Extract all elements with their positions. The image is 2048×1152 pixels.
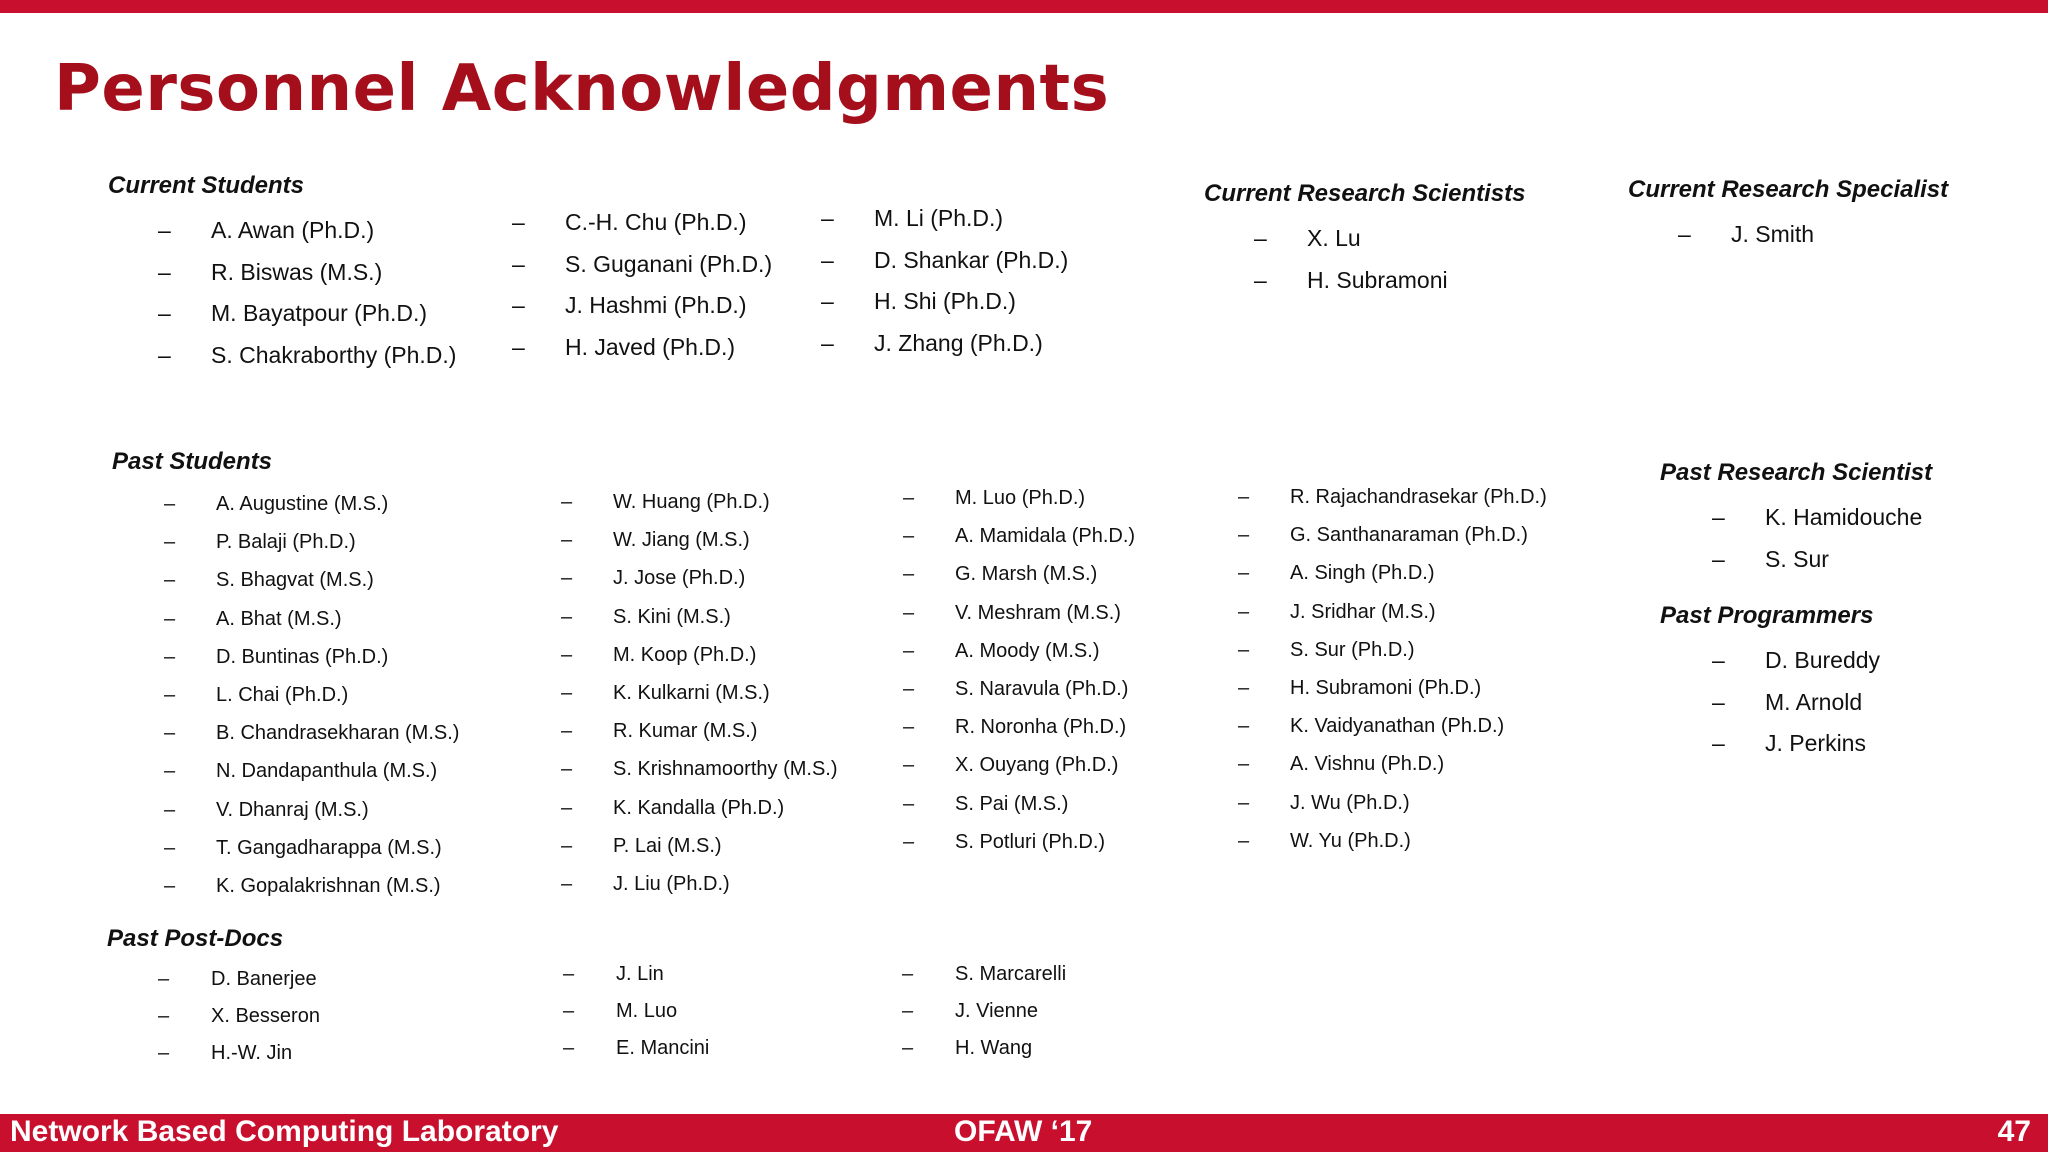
- dash-bullet: –: [512, 209, 525, 235]
- dash-bullet: –: [903, 792, 915, 815]
- person-name: H. Wang: [955, 1037, 1033, 1059]
- dash-bullet: –: [512, 292, 525, 318]
- dash-bullet: –: [158, 1005, 170, 1027]
- dash-bullet: –: [158, 1042, 170, 1064]
- dash-bullet: –: [1254, 225, 1267, 251]
- person-name: S. Guganani (Ph.D.): [565, 250, 773, 277]
- dash-bullet: –: [164, 569, 176, 592]
- person-name: W. Yu (Ph.D.): [1290, 829, 1411, 852]
- person-name: K. Kandalla (Ph.D.): [613, 796, 785, 819]
- person-name: M. Li (Ph.D.): [874, 205, 1004, 231]
- person-name: K. Vaidyanathan (Ph.D.): [1290, 715, 1505, 738]
- dash-bullet: –: [902, 1000, 914, 1022]
- dash-bullet: –: [1238, 562, 1250, 585]
- dash-bullet: –: [158, 341, 171, 368]
- person-name: A. Augustine (M.S.): [216, 493, 389, 515]
- person-name: K. Hamidouche: [1765, 504, 1923, 530]
- dash-bullet: –: [821, 246, 834, 273]
- dash-bullet: –: [1238, 600, 1250, 623]
- dash-bullet: –: [158, 217, 171, 243]
- dash-bullet: –: [1678, 221, 1691, 247]
- dash-bullet: –: [1238, 638, 1250, 661]
- person-name: J. Lin: [616, 963, 664, 985]
- dash-bullet: –: [903, 677, 915, 700]
- person-name: R. Kumar (M.S.): [613, 720, 758, 743]
- dash-bullet: –: [1712, 545, 1725, 572]
- dash-bullet: –: [164, 493, 176, 515]
- dash-bullet: –: [1238, 829, 1250, 852]
- person-name: V. Dhanraj (M.S.): [216, 798, 369, 821]
- dash-bullet: –: [1238, 791, 1250, 814]
- dash-bullet: –: [1238, 524, 1250, 547]
- dash-bullet: –: [821, 205, 834, 231]
- dash-bullet: –: [1238, 676, 1250, 699]
- person-name: S. Naravula (Ph.D.): [955, 677, 1129, 700]
- footer-event: OFAW ‘17: [954, 1115, 1093, 1148]
- dash-bullet: –: [512, 333, 525, 360]
- person-name: A. Singh (Ph.D.): [1290, 562, 1435, 585]
- dash-bullet: –: [164, 760, 176, 783]
- person-name: M. Arnold: [1765, 688, 1863, 715]
- dash-bullet: –: [561, 834, 573, 857]
- person-name: A. Awan (Ph.D.): [211, 217, 375, 243]
- person-name: J. Hashmi (Ph.D.): [565, 292, 747, 318]
- person-name: A. Mamidala (Ph.D.): [955, 525, 1136, 548]
- person-name: D. Buntinas (Ph.D.): [216, 645, 389, 668]
- top-accent-bar: [0, 0, 2048, 13]
- past-students-heading: Past Students: [112, 448, 273, 475]
- dash-bullet: –: [158, 968, 170, 990]
- dash-bullet: –: [561, 643, 573, 666]
- person-name: P. Lai (M.S.): [613, 834, 722, 857]
- footer-bar: [0, 1114, 2048, 1152]
- dash-bullet: –: [563, 1037, 575, 1059]
- person-name: R. Biswas (M.S.): [211, 258, 383, 285]
- person-name: V. Meshram (M.S.): [955, 601, 1121, 624]
- dash-bullet: –: [164, 836, 176, 859]
- person-name: G. Marsh (M.S.): [955, 563, 1098, 586]
- dash-bullet: –: [903, 639, 915, 662]
- dash-bullet: –: [158, 300, 171, 326]
- dash-bullet: –: [561, 605, 573, 628]
- person-name: H. Javed (Ph.D.): [565, 333, 735, 360]
- past-research-scientist-heading: Past Research Scientist: [1660, 459, 1933, 486]
- dash-bullet: –: [512, 250, 525, 277]
- dash-bullet: –: [563, 1000, 575, 1022]
- person-name: C.-H. Chu (Ph.D.): [565, 209, 747, 235]
- dash-bullet: –: [1712, 688, 1725, 715]
- dash-bullet: –: [821, 288, 834, 314]
- dash-bullet: –: [903, 487, 915, 509]
- dash-bullet: –: [1238, 753, 1250, 776]
- page-title: Personnel Acknowledgments: [54, 52, 1110, 126]
- person-name: D. Banerjee: [211, 968, 317, 990]
- dash-bullet: –: [903, 716, 915, 739]
- dash-bullet: –: [561, 872, 573, 895]
- dash-bullet: –: [903, 563, 915, 586]
- person-name: E. Mancini: [616, 1037, 710, 1059]
- person-name: S. Chakraborthy (Ph.D.): [211, 341, 457, 368]
- dash-bullet: –: [1238, 715, 1250, 738]
- person-name: W. Huang (Ph.D.): [613, 491, 770, 513]
- person-name: X. Besseron: [211, 1005, 320, 1027]
- dash-bullet: –: [902, 1037, 914, 1059]
- dash-bullet: –: [164, 683, 176, 706]
- dash-bullet: –: [164, 645, 176, 668]
- person-name: S. Krishnamoorthy (M.S.): [613, 758, 838, 781]
- person-name: P. Balaji (Ph.D.): [216, 531, 356, 554]
- person-name: S. Bhagvat (M.S.): [216, 569, 374, 592]
- person-name: X. Ouyang (Ph.D.): [955, 754, 1119, 777]
- person-name: J. Smith: [1731, 221, 1815, 247]
- person-name: S. Kini (M.S.): [613, 605, 731, 628]
- dash-bullet: –: [561, 681, 573, 704]
- person-name: A. Moody (M.S.): [955, 639, 1100, 662]
- dash-bullet: –: [164, 531, 176, 554]
- person-name: H. Subramoni (Ph.D.): [1290, 676, 1482, 699]
- dash-bullet: –: [821, 329, 834, 356]
- person-name: R. Rajachandrasekar (Ph.D.): [1290, 486, 1547, 508]
- current-research-scientists-heading: Current Research Scientists: [1204, 180, 1526, 207]
- current-students-heading: Current Students: [108, 172, 305, 199]
- dash-bullet: –: [561, 491, 573, 513]
- person-name: S. Pai (M.S.): [955, 792, 1069, 815]
- person-name: T. Gangadharappa (M.S.): [216, 836, 442, 859]
- person-name: M. Luo: [616, 1000, 678, 1022]
- person-name: G. Santhanaraman (Ph.D.): [1290, 524, 1528, 547]
- dash-bullet: –: [164, 607, 176, 630]
- person-name: S. Sur: [1765, 545, 1829, 572]
- person-name: J. Zhang (Ph.D.): [874, 329, 1043, 356]
- dash-bullet: –: [903, 525, 915, 548]
- person-name: D. Shankar (Ph.D.): [874, 246, 1069, 273]
- person-name: S. Marcarelli: [955, 963, 1067, 985]
- dash-bullet: –: [561, 567, 573, 590]
- person-name: S. Sur (Ph.D.): [1290, 638, 1415, 661]
- current-research-specialist-heading: Current Research Specialist: [1628, 176, 1949, 203]
- person-name: M. Bayatpour (Ph.D.): [211, 300, 428, 326]
- person-name: A. Vishnu (Ph.D.): [1290, 753, 1445, 776]
- person-name: N. Dandapanthula (M.S.): [216, 760, 438, 783]
- person-name: H. Shi (Ph.D.): [874, 288, 1016, 314]
- person-name: J. Sridhar (M.S.): [1290, 600, 1436, 623]
- dash-bullet: –: [903, 830, 915, 853]
- dash-bullet: –: [561, 796, 573, 819]
- footer-page-number: 47: [1997, 1115, 2031, 1148]
- person-name: K. Kulkarni (M.S.): [613, 681, 770, 704]
- past-programmers-heading: Past Programmers: [1660, 602, 1874, 629]
- dash-bullet: –: [903, 754, 915, 777]
- person-name: X. Lu: [1307, 225, 1361, 251]
- person-name: J. Vienne: [955, 1000, 1039, 1022]
- dash-bullet: –: [164, 874, 176, 897]
- person-name: J. Perkins: [1765, 730, 1866, 756]
- dash-bullet: –: [1254, 266, 1267, 293]
- person-name: H. Subramoni: [1307, 266, 1448, 293]
- person-name: K. Gopalakrishnan (M.S.): [216, 874, 441, 897]
- dash-bullet: –: [563, 963, 575, 985]
- dash-bullet: –: [561, 529, 573, 552]
- dash-bullet: –: [1712, 730, 1725, 756]
- dash-bullet: –: [561, 720, 573, 743]
- person-name: D. Bureddy: [1765, 647, 1881, 673]
- dash-bullet: –: [561, 758, 573, 781]
- past-post-docs-heading: Past Post-Docs: [107, 925, 284, 952]
- dash-bullet: –: [902, 963, 914, 985]
- dash-bullet: –: [903, 601, 915, 624]
- person-name: R. Noronha (Ph.D.): [955, 716, 1127, 739]
- dash-bullet: –: [1238, 486, 1250, 508]
- person-name: J. Wu (Ph.D.): [1290, 791, 1410, 814]
- dash-bullet: –: [1712, 647, 1725, 673]
- person-name: M. Luo (Ph.D.): [955, 487, 1086, 509]
- person-name: J. Jose (Ph.D.): [613, 567, 746, 590]
- dash-bullet: –: [158, 258, 171, 285]
- person-name: A. Bhat (M.S.): [216, 607, 342, 630]
- dash-bullet: –: [1712, 504, 1725, 530]
- person-name: H.-W. Jin: [211, 1042, 293, 1064]
- person-name: W. Jiang (M.S.): [613, 529, 750, 552]
- person-name: S. Potluri (Ph.D.): [955, 830, 1106, 853]
- person-name: B. Chandrasekharan (M.S.): [216, 722, 460, 745]
- person-name: M. Koop (Ph.D.): [613, 643, 757, 666]
- dash-bullet: –: [164, 722, 176, 745]
- dash-bullet: –: [164, 798, 176, 821]
- person-name: J. Liu (Ph.D.): [613, 872, 730, 895]
- person-name: L. Chai (Ph.D.): [216, 683, 349, 706]
- footer-lab-name: Network Based Computing Laboratory: [10, 1115, 559, 1148]
